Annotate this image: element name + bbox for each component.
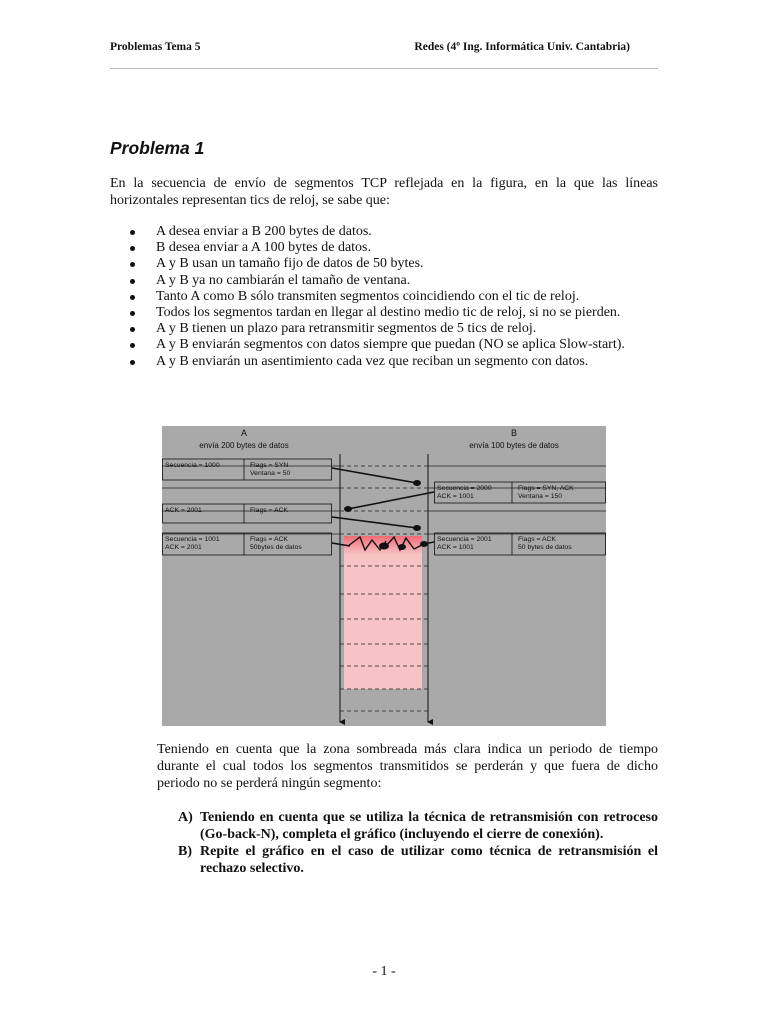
list-item: A y B enviarán un asentimiento cada vez que reciban un segmento con datos. [110,354,658,370]
questions-list [178,809,658,877]
tcp-sequence-diagram [162,426,606,726]
question-b: B) Repite el gráfico en el caso de utilizar como técnica de retransmisión el rechazo selectivo. [178,844,658,876]
bullet-icon [130,262,135,267]
bullet-icon [130,279,135,284]
host-a-subtitle: envía 200 bytes de datos [199,441,289,450]
host-b-subtitle: envía 100 bytes de datos [469,441,559,450]
bullet-icon [130,327,135,332]
bullet-icon [130,246,135,251]
header-divider [110,68,658,69]
header-subject: Redes (4º Ing. Informática Univ. Cantabria) [414,41,630,53]
segment-field: Secuencia = 2001 [437,536,492,543]
segment-field: Ventana = 50 [250,470,291,477]
segment-field: ACK = 2001 [165,544,202,551]
bullet-icon [130,311,135,316]
diagram-canvas [162,426,606,726]
page-number: - 1 - [372,964,396,979]
segment-field: ACK = 1001 [437,493,474,500]
segment-field: Secuencia = 2000 [437,485,492,492]
segment-field: Ventana = 150 [518,493,563,500]
segment-field: ACK = 1001 [437,544,474,551]
header-course-title: Problemas Tema 5 [110,41,201,53]
list-item: A desea enviar a B 200 bytes de datos. [110,224,658,240]
segment-field: 50bytes de datos [250,544,302,551]
collision-dot [379,543,389,550]
segment-field: Flags = SYN [250,462,289,469]
segment-field: ACK = 2001 [165,507,202,514]
question-a: A) Teniendo en cuenta que se utiliza la técnica de retransmisión con retroceso (Go-back-N), completa el gráfico (incluyendo el cierre de conexión). [178,810,658,842]
list-item: A y B ya no cambiarán el tamaño de ventana. [110,273,658,289]
bullet-icon [130,360,135,365]
bullet-icon [130,230,135,235]
bullet-icon [130,295,135,300]
loss-zone-description: Teniendo en cuenta que la zona sombreada más clara indica un periodo de tiempo durante el cual todos los segmentos transmitidos se perderán y que fuera de dicho periodo no se perderá ningún segmento: [157,742,658,791]
segment-field: Secuencia = 1001 [165,536,220,543]
segment-field: Flags = SYN, ACK [518,485,574,492]
segment-field: Flags = ACK [518,536,556,543]
segment-field: 50 bytes de datos [518,544,572,551]
page-header [110,41,630,57]
list-item: A y B enviarán segmentos con datos siempre que puedan (NO se aplica Slow-start). [110,337,658,353]
list-item: Todos los segmentos tardan en llegar al destino medio tic de reloj, si no se pierden. [110,305,658,321]
bullet-icon [130,343,135,348]
list-item: B desea enviar a A 100 bytes de datos. [110,240,658,256]
list-item: A y B tienen un plazo para retransmitir segmentos de 5 tics de reloj. [110,321,658,337]
host-b-label: B [510,428,518,438]
segment-field: Flags = ACK [250,507,288,514]
segment-field: Flags = ACK [250,536,288,543]
intro-paragraph: En la secuencia de envío de segmentos TCP reflejada en la figura, en la que las líneas horizontales representan tics de reloj, se sabe que: [110,176,658,208]
conditions-list [110,224,658,370]
problem-title: Problema 1 [110,138,205,158]
collision-dot [398,544,406,550]
list-item: A y B usan un tamaño fijo de datos de 50 bytes. [110,256,658,272]
segment-field: Secuencia = 1000 [165,462,220,469]
list-item: Tanto A como B sólo transmiten segmentos coincidiendo con el tic de reloj. [110,289,658,305]
host-a-label: A [240,428,248,438]
